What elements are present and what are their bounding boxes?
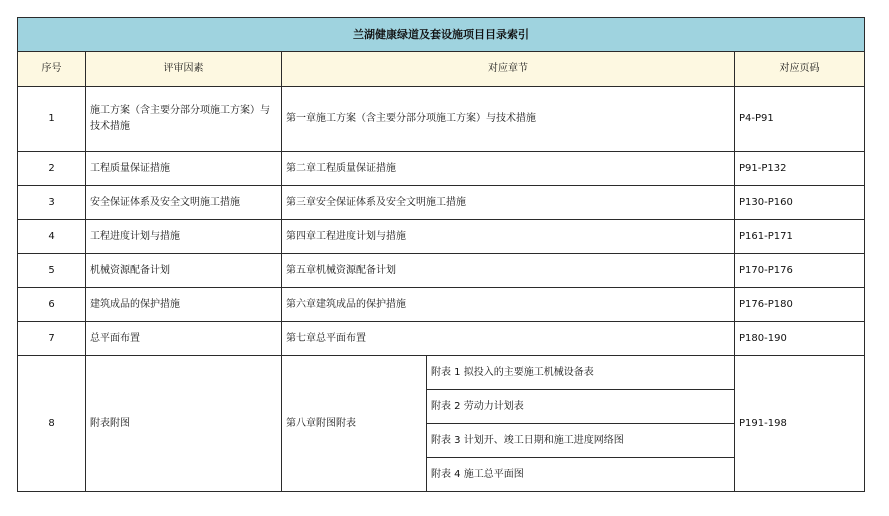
row-pages: P91-P132 [735, 152, 865, 186]
row-no: 1 [18, 87, 86, 152]
table-row [18, 152, 865, 186]
row-no: 8 [18, 356, 86, 492]
table-row [18, 322, 865, 356]
row-chapter: 第五章机械资源配备计划 [282, 254, 735, 288]
row-no: 2 [18, 152, 86, 186]
row-factor: 施工方案（含主要分部分项施工方案）与技术措施 [86, 87, 282, 152]
table-row [18, 356, 865, 390]
row-factor: 工程质量保证措施 [86, 152, 282, 186]
table-row [18, 288, 865, 322]
row-factor: 工程进度计划与措施 [86, 220, 282, 254]
header-factor: 评审因素 [86, 52, 282, 87]
row-factor: 安全保证体系及安全文明施工措施 [86, 186, 282, 220]
row-pages: P176-P180 [735, 288, 865, 322]
row-chapter: 第八章附图附表 [282, 356, 427, 492]
row-no: 7 [18, 322, 86, 356]
row-chapter: 第二章工程质量保证措施 [282, 152, 735, 186]
header-pages: 对应页码 [735, 52, 865, 87]
appendix-item: 附表 2 劳动力计划表 [427, 390, 735, 424]
appendix-item: 附表 1 拟投入的主要施工机械设备表 [427, 356, 735, 390]
table-row [18, 87, 865, 152]
row-pages: P191-198 [735, 356, 865, 492]
row-pages: P170-P176 [735, 254, 865, 288]
row-factor: 附表附图 [86, 356, 282, 492]
row-chapter: 第六章建筑成品的保护措施 [282, 288, 735, 322]
index-table [17, 17, 865, 492]
row-chapter: 第四章工程进度计划与措施 [282, 220, 735, 254]
row-no: 6 [18, 288, 86, 322]
header-no: 序号 [18, 52, 86, 87]
row-no: 4 [18, 220, 86, 254]
row-pages: P180-190 [735, 322, 865, 356]
row-pages: P4-P91 [735, 87, 865, 152]
row-pages: P130-P160 [735, 186, 865, 220]
appendix-item: 附表 4 施工总平面图 [427, 458, 735, 492]
row-chapter: 第一章施工方案（含主要分部分项施工方案）与技术措施 [282, 87, 735, 152]
row-no: 3 [18, 186, 86, 220]
table-row [18, 220, 865, 254]
row-factor: 机械资源配备计划 [86, 254, 282, 288]
row-chapter: 第七章总平面布置 [282, 322, 735, 356]
appendix-item: 附表 3 计划开、竣工日期和施工进度网络图 [427, 424, 735, 458]
row-no: 5 [18, 254, 86, 288]
table-title: 兰湖健康绿道及套设施项目目录索引 [18, 18, 865, 52]
table-row [18, 186, 865, 220]
row-pages: P161-P171 [735, 220, 865, 254]
row-factor: 建筑成品的保护措施 [86, 288, 282, 322]
row-chapter: 第三章安全保证体系及安全文明施工措施 [282, 186, 735, 220]
header-row [18, 52, 865, 87]
row-factor: 总平面布置 [86, 322, 282, 356]
header-chapter: 对应章节 [282, 52, 735, 87]
table-row [18, 254, 865, 288]
